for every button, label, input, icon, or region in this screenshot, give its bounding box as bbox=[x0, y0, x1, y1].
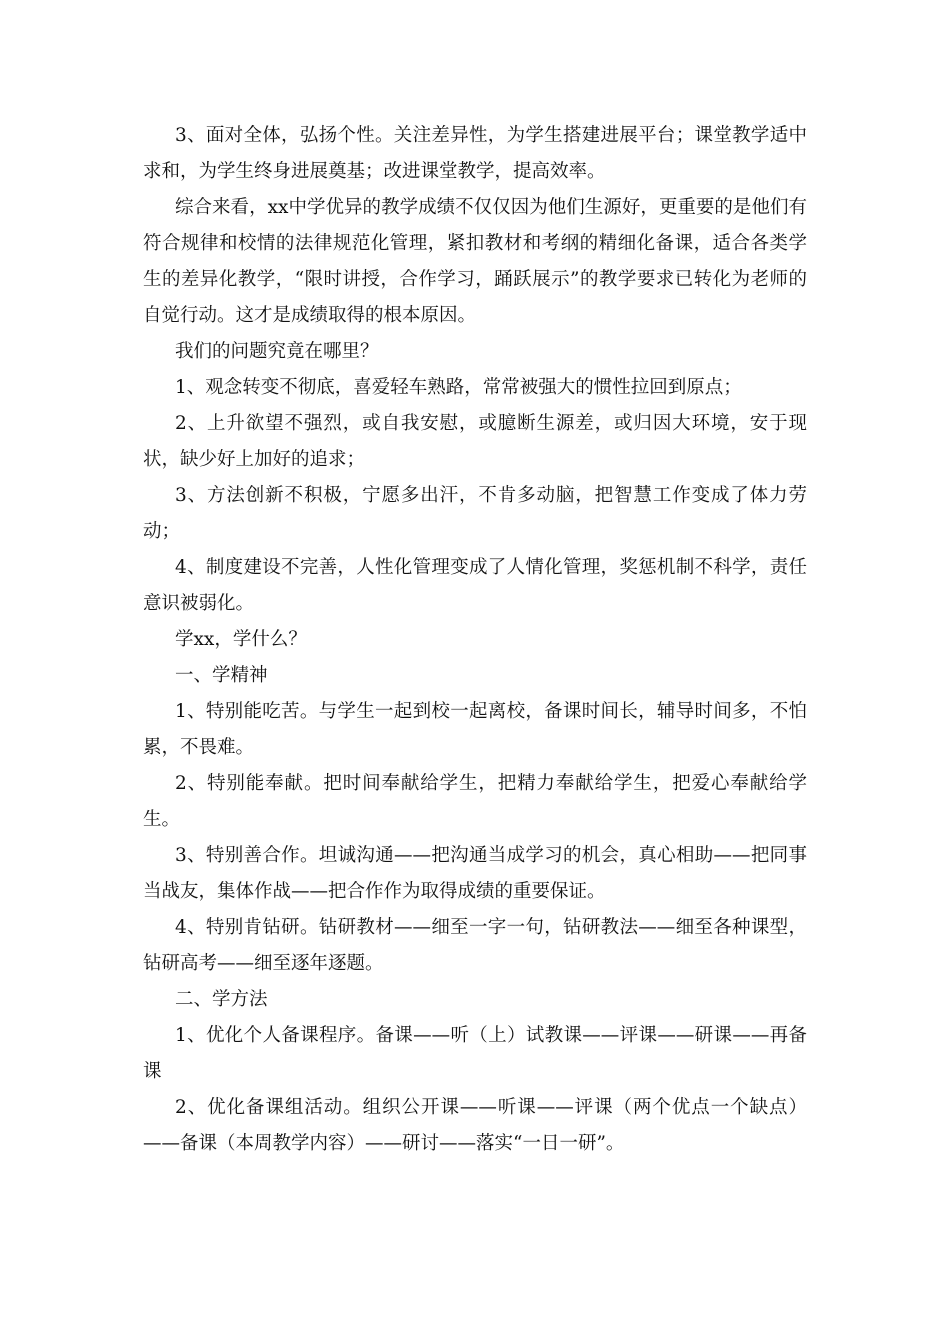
paragraph: 3、面对全体，弘扬个性。关注差异性，为学生搭建进展平台；课堂教学适中求和，为学生终身进展奠基；改进课堂教学，提高效率。 bbox=[143, 125, 807, 182]
paragraph: 4、特别肯钻研。钻研教材——细至一字一句，钻研教法——细至各种课型，钻研高考——细至逐年逐题。 bbox=[143, 917, 807, 974]
paragraph: 1、优化个人备课程序。备课——听（上）试教课——评课——研课——再备课 bbox=[143, 1025, 807, 1082]
paragraph: 1、观念转变不彻底，喜爱轻车熟路，常常被强大的惯性拉回到原点； bbox=[175, 377, 742, 398]
document-body bbox=[143, 118, 807, 1162]
section-heading: 一、学精神 bbox=[175, 665, 268, 686]
paragraph: 3、方法创新不积极，宁愿多出汗，不肯多动脑，把智慧工作变成了体力劳动； bbox=[143, 485, 807, 542]
paragraph: 综合来看，xx中学优异的教学成绩不仅仅因为他们生源好，更重要的是他们有符合规律和校情的法律规范化管理，紧扣教材和考纲的精细化备课，适合各类学生的差异化教学，“限时讲授，合作学习，踊跃展示”的教学要求已转化为老师的自觉行动。这才是成绩取得的根本原因。 bbox=[143, 197, 807, 326]
paragraph: 1、特别能吃苦。与学生一起到校一起离校，备课时间长，辅导时间多，不怕累，不畏难。 bbox=[143, 701, 807, 758]
paragraph: 4、制度建设不完善，人性化管理变成了人情化管理，奖惩机制不科学，责任意识被弱化。 bbox=[143, 557, 807, 614]
paragraph: 我们的问题究竟在哪里？ bbox=[175, 341, 379, 362]
paragraph: 学xx，学什么？ bbox=[175, 629, 307, 650]
paragraph: 2、上升欲望不强烈，或自我安慰，或臆断生源差，或归因大环境，安于现状，缺少好上加好的追求； bbox=[143, 413, 807, 470]
paragraph: 2、优化备课组活动。组织公开课——听课——评课（两个优点一个缺点）——备课（本周教学内容）——研讨——落实“一日一研”。 bbox=[143, 1097, 807, 1154]
paragraph: 3、特别善合作。坦诚沟通——把沟通当成学习的机会，真心相助——把同事当战友，集体作战——把合作作为取得成绩的重要保证。 bbox=[143, 845, 807, 902]
paragraph: 2、特别能奉献。把时间奉献给学生，把精力奉献给学生，把爱心奉献给学生。 bbox=[143, 773, 807, 830]
section-heading: 二、学方法 bbox=[175, 989, 268, 1010]
